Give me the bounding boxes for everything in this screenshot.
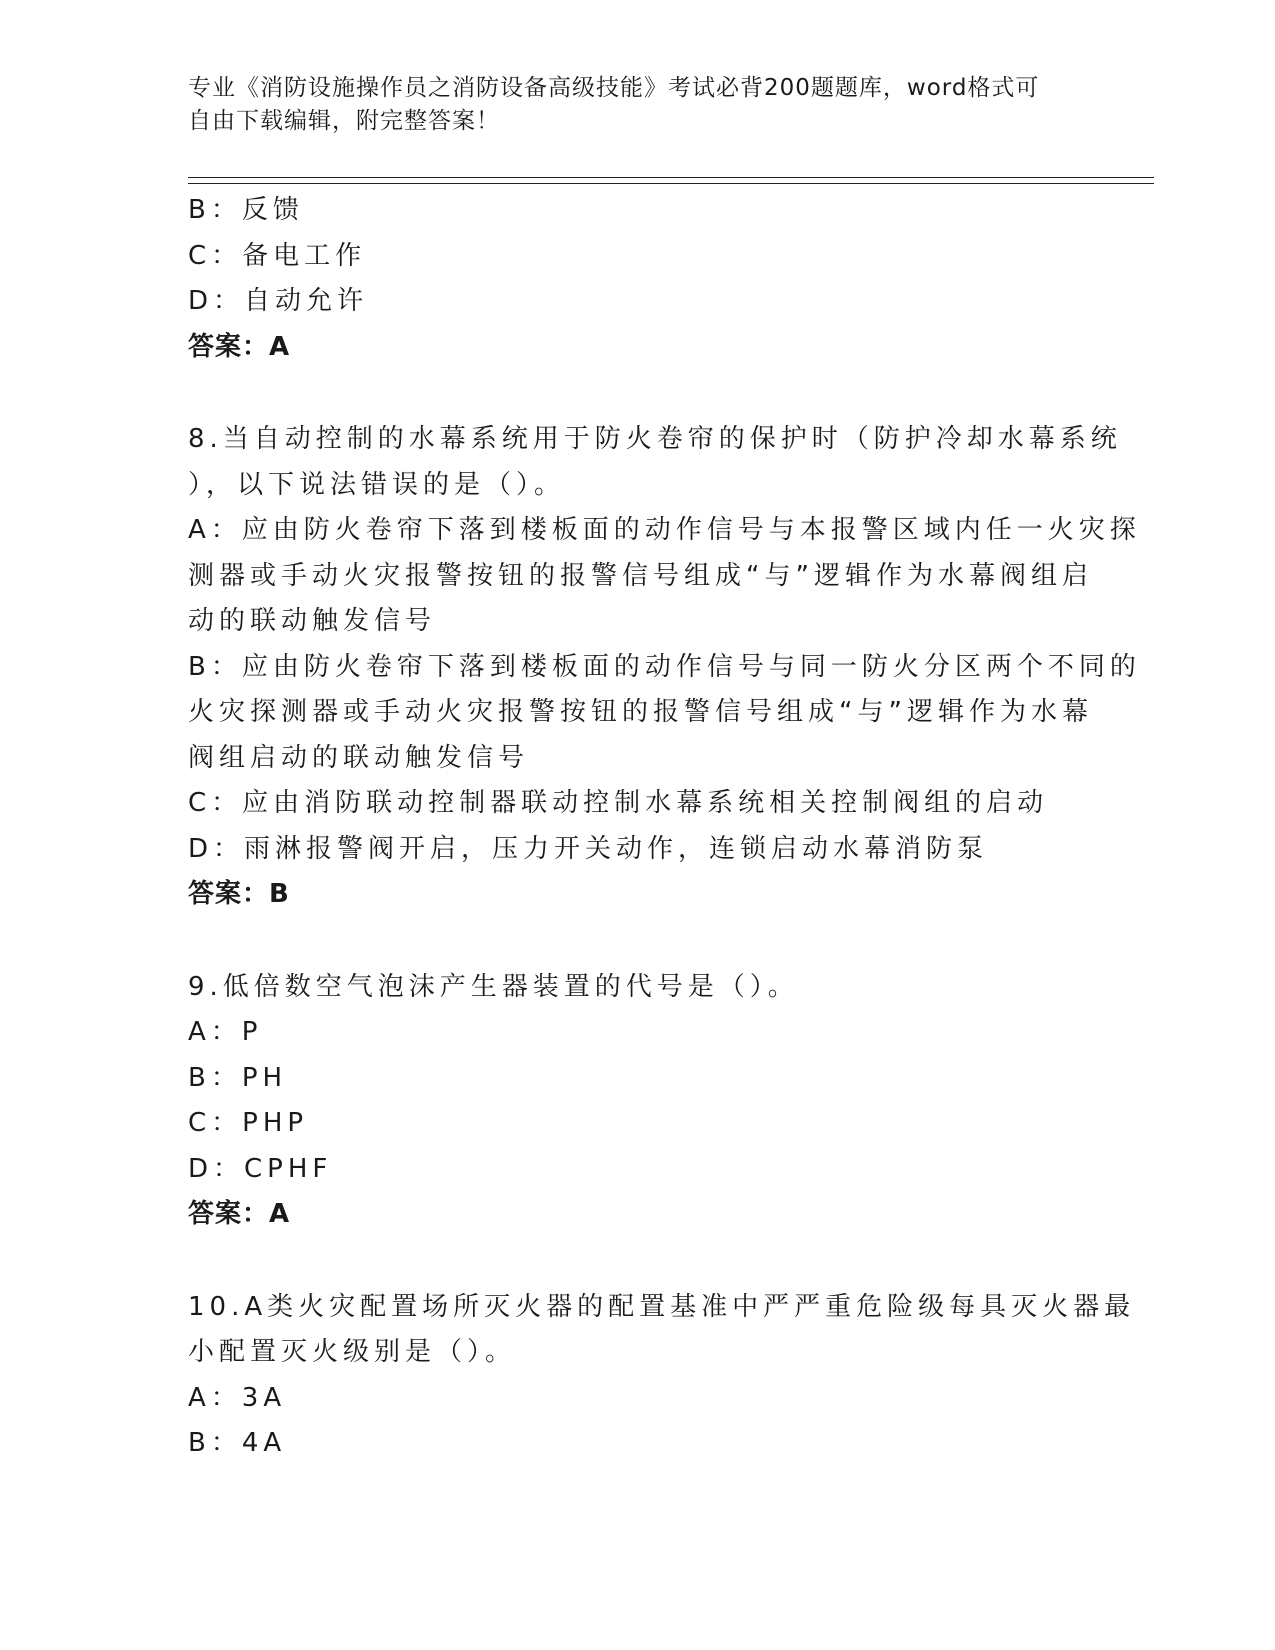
option-d: D：雨淋报警阀开启，压力开关动作，连锁启动水幕消防泵: [188, 833, 989, 864]
question-8: [188, 417, 1141, 918]
header-line-2: 自由下载编辑，附完整答案！: [188, 108, 500, 134]
header-line-1: 专业《消防设施操作员之消防设备高级技能》考试必背200题题库，word格式可: [188, 75, 1040, 101]
option-b: B：4A: [188, 1428, 287, 1458]
option-b: 阀组启动的联动触发信号: [188, 742, 530, 773]
question-stem: 9.低倍数空气泡沫产生器装置的代号是（）。: [188, 971, 799, 1002]
answer-line: 答案：A: [188, 331, 291, 362]
option-b: B：PH: [188, 1062, 288, 1093]
document-body: [188, 188, 1141, 1467]
option-a: A：P: [188, 1017, 263, 1047]
prev-question: [188, 188, 1088, 370]
answer-line: 答案：A: [188, 1199, 291, 1229]
option-d: D：自动允许: [188, 286, 369, 316]
header-rule-bottom: [188, 183, 1154, 184]
option-c: C：PHP: [188, 1108, 309, 1138]
option-c: C：备电工作: [188, 240, 367, 271]
option-d: D：CPHF: [188, 1153, 333, 1184]
option-b: 火灾探测器或手动火灾报警按钮的报警信号组成“与”逻辑作为水幕: [188, 697, 1093, 727]
question-stem: 小配置灭火级别是（）。: [188, 1337, 517, 1367]
header-rule-top: [188, 177, 1154, 178]
option-a: A：应由防火卷帘下落到楼板面的动作信号与本报警区域内任一火灾探: [188, 515, 1141, 545]
option-b: B：应由防火卷帘下落到楼板面的动作信号与同一防火分区两个不同的: [188, 651, 1141, 682]
question-9: [188, 965, 1088, 1238]
question-stem: 8.当自动控制的水幕系统用于防火卷帘的保护时（防护冷却水幕系统: [188, 424, 1122, 454]
option-a: 动的联动触发信号: [188, 606, 437, 636]
answer-line: 答案：B: [188, 879, 290, 909]
document-header: [188, 72, 1088, 138]
question-stem: 10.A类火灾配置场所灭火器的配置基准中严严重危险级每具灭火器最: [188, 1291, 1136, 1322]
option-b: B：反馈: [188, 195, 304, 225]
option-c: C：应由消防联动控制器联动控制水幕系统相关控制阀组的启动: [188, 788, 1049, 818]
option-a: 测器或手动火灾报警按钮的报警信号组成“与”逻辑作为水幕阀组启: [188, 560, 1093, 591]
option-a: A：3A: [188, 1382, 287, 1413]
question-10: [188, 1285, 1136, 1467]
question-stem: ），以下说法错误的是（）。: [188, 469, 566, 500]
